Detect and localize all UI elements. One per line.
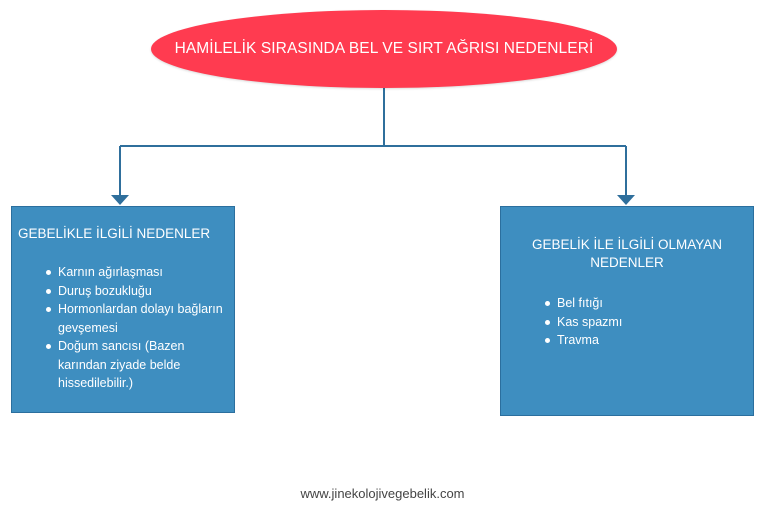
list-item	[545, 313, 725, 332]
bullet-icon	[46, 270, 51, 275]
source-url: www.jinekolojivegebelik.com	[300, 486, 465, 501]
list-item-text: Hormonlardan dolayı bağların gevşemesi	[58, 302, 223, 335]
bullet-icon	[545, 338, 550, 343]
non-pregnancy-list	[545, 294, 725, 350]
list-item-text: Doğum sancısı (Bazen karından ziyade belde hissedilebilir.)	[58, 339, 185, 390]
arrow-down-left-icon	[111, 195, 129, 205]
list-item-text: Travma	[557, 333, 599, 347]
pregnancy-related-causes-box	[11, 206, 235, 413]
list-item	[46, 282, 226, 301]
list-item	[46, 337, 226, 393]
pregnancy-related-list	[46, 263, 226, 393]
list-item	[545, 294, 725, 313]
list-item	[545, 331, 725, 350]
pregnancy-related-heading: GEBELİKLE İLGİLİ NEDENLER	[18, 226, 211, 241]
diagram-title: HAMİLELİK SIRASINDA BEL VE SIRT AĞRISI NEDENLERİ	[174, 40, 594, 57]
bullet-icon	[46, 344, 51, 349]
list-item-text: Bel fıtığı	[557, 296, 603, 310]
non-pregnancy-heading: GEBELİK İLE İLGİLİ OLMAYAN NEDENLER	[531, 237, 723, 270]
bullet-icon	[46, 307, 51, 312]
bullet-icon	[545, 301, 550, 306]
list-item	[46, 300, 226, 337]
bullet-icon	[545, 320, 550, 325]
non-pregnancy-causes-box	[500, 206, 754, 416]
arrow-down-right-icon	[617, 195, 635, 205]
list-item-text: Karnın ağırlaşması	[58, 265, 163, 279]
title-oval	[151, 10, 617, 88]
list-item-text: Kas spazmı	[557, 314, 623, 329]
list-item	[46, 263, 226, 282]
bullet-icon	[46, 289, 51, 294]
list-item-text: Duruş bozukluğu	[58, 283, 152, 298]
